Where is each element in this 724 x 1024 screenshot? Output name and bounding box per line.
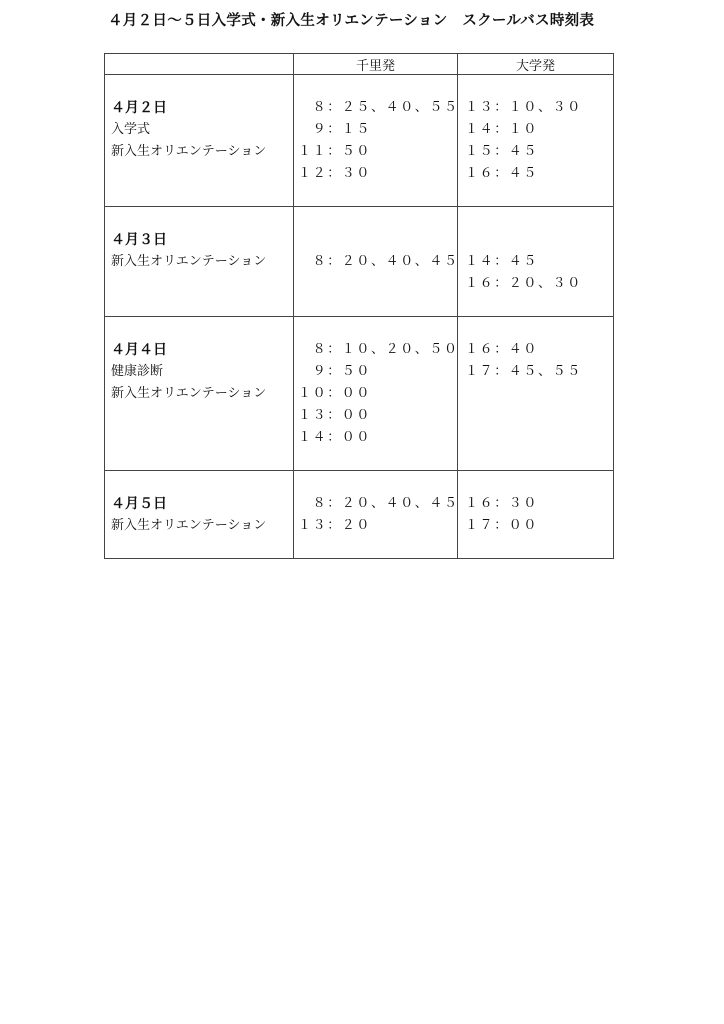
university-times-cell: [458, 207, 614, 317]
table-row: [105, 207, 614, 317]
university-times-cell: [458, 317, 614, 471]
departure-time: １６：４０: [465, 342, 539, 357]
table-row: [105, 317, 614, 471]
departure-time: ８：１０、２０、５０: [298, 342, 459, 357]
departure-time: １７：４５、５５: [465, 364, 582, 379]
departure-time: １０：００: [298, 386, 372, 401]
departure-time: [298, 229, 457, 251]
senri-times-cell: [294, 317, 458, 471]
departure-time: １３：１０、３０: [465, 100, 582, 115]
header-row: [105, 54, 614, 75]
departure-time: １１：５０: [298, 144, 372, 159]
event-name: 健康診断: [111, 364, 164, 379]
event-name: 入学式: [111, 122, 151, 137]
table-row: [105, 75, 614, 207]
departure-time: ９：５０: [298, 364, 372, 379]
event-name: 新入生オリエンテーション: [111, 518, 267, 533]
event-cell: [105, 317, 294, 471]
departure-time: １４：１０: [465, 122, 539, 137]
departure-time: １７：００: [465, 518, 539, 533]
event-cell: [105, 75, 294, 207]
event-name: 新入生オリエンテーション: [111, 386, 267, 401]
event-cell: [105, 471, 294, 559]
departure-time: １４：００: [298, 430, 372, 445]
university-times-cell: [458, 471, 614, 559]
senri-times-cell: [294, 207, 458, 317]
event-date: ４月５日: [111, 496, 167, 512]
departure-time: [465, 229, 613, 251]
header-senri-departure: 千里発: [294, 54, 458, 75]
departure-time: １２：３０: [298, 166, 372, 181]
departure-time: １６：３０: [465, 496, 539, 511]
departure-time: １６：４５: [465, 166, 539, 181]
header-label-cell: [105, 54, 294, 75]
event-date: ４月４日: [111, 342, 167, 358]
page-title: ４月２日～５日入学式・新入生オリエンテーション スクールバス時刻表: [108, 13, 595, 29]
departure-time: ９：１５: [298, 122, 372, 137]
table-row: [105, 471, 614, 559]
departure-time: １４：４５: [465, 254, 539, 269]
event-date: ４月２日: [111, 100, 167, 116]
senri-times-cell: [294, 75, 458, 207]
senri-times-cell: [294, 471, 458, 559]
event-cell: [105, 207, 294, 317]
departure-time: ８：２５、４０、５５: [298, 100, 459, 115]
event-name: 新入生オリエンテーション: [111, 144, 267, 159]
event-name: 新入生オリエンテーション: [111, 254, 267, 269]
departure-time: １６：２０、３０: [465, 276, 582, 291]
bus-timetable: [104, 53, 614, 559]
departure-time: １５：４５: [465, 144, 539, 159]
header-university-departure: 大学発: [458, 54, 614, 75]
departure-time: １３：２０: [298, 518, 372, 533]
university-times-cell: [458, 75, 614, 207]
event-date: ４月３日: [111, 232, 167, 248]
departure-time: ８：２０、４０、４５: [298, 496, 459, 511]
departure-time: １３：００: [298, 408, 372, 423]
departure-time: ８：２０、４０、４５: [298, 254, 459, 269]
